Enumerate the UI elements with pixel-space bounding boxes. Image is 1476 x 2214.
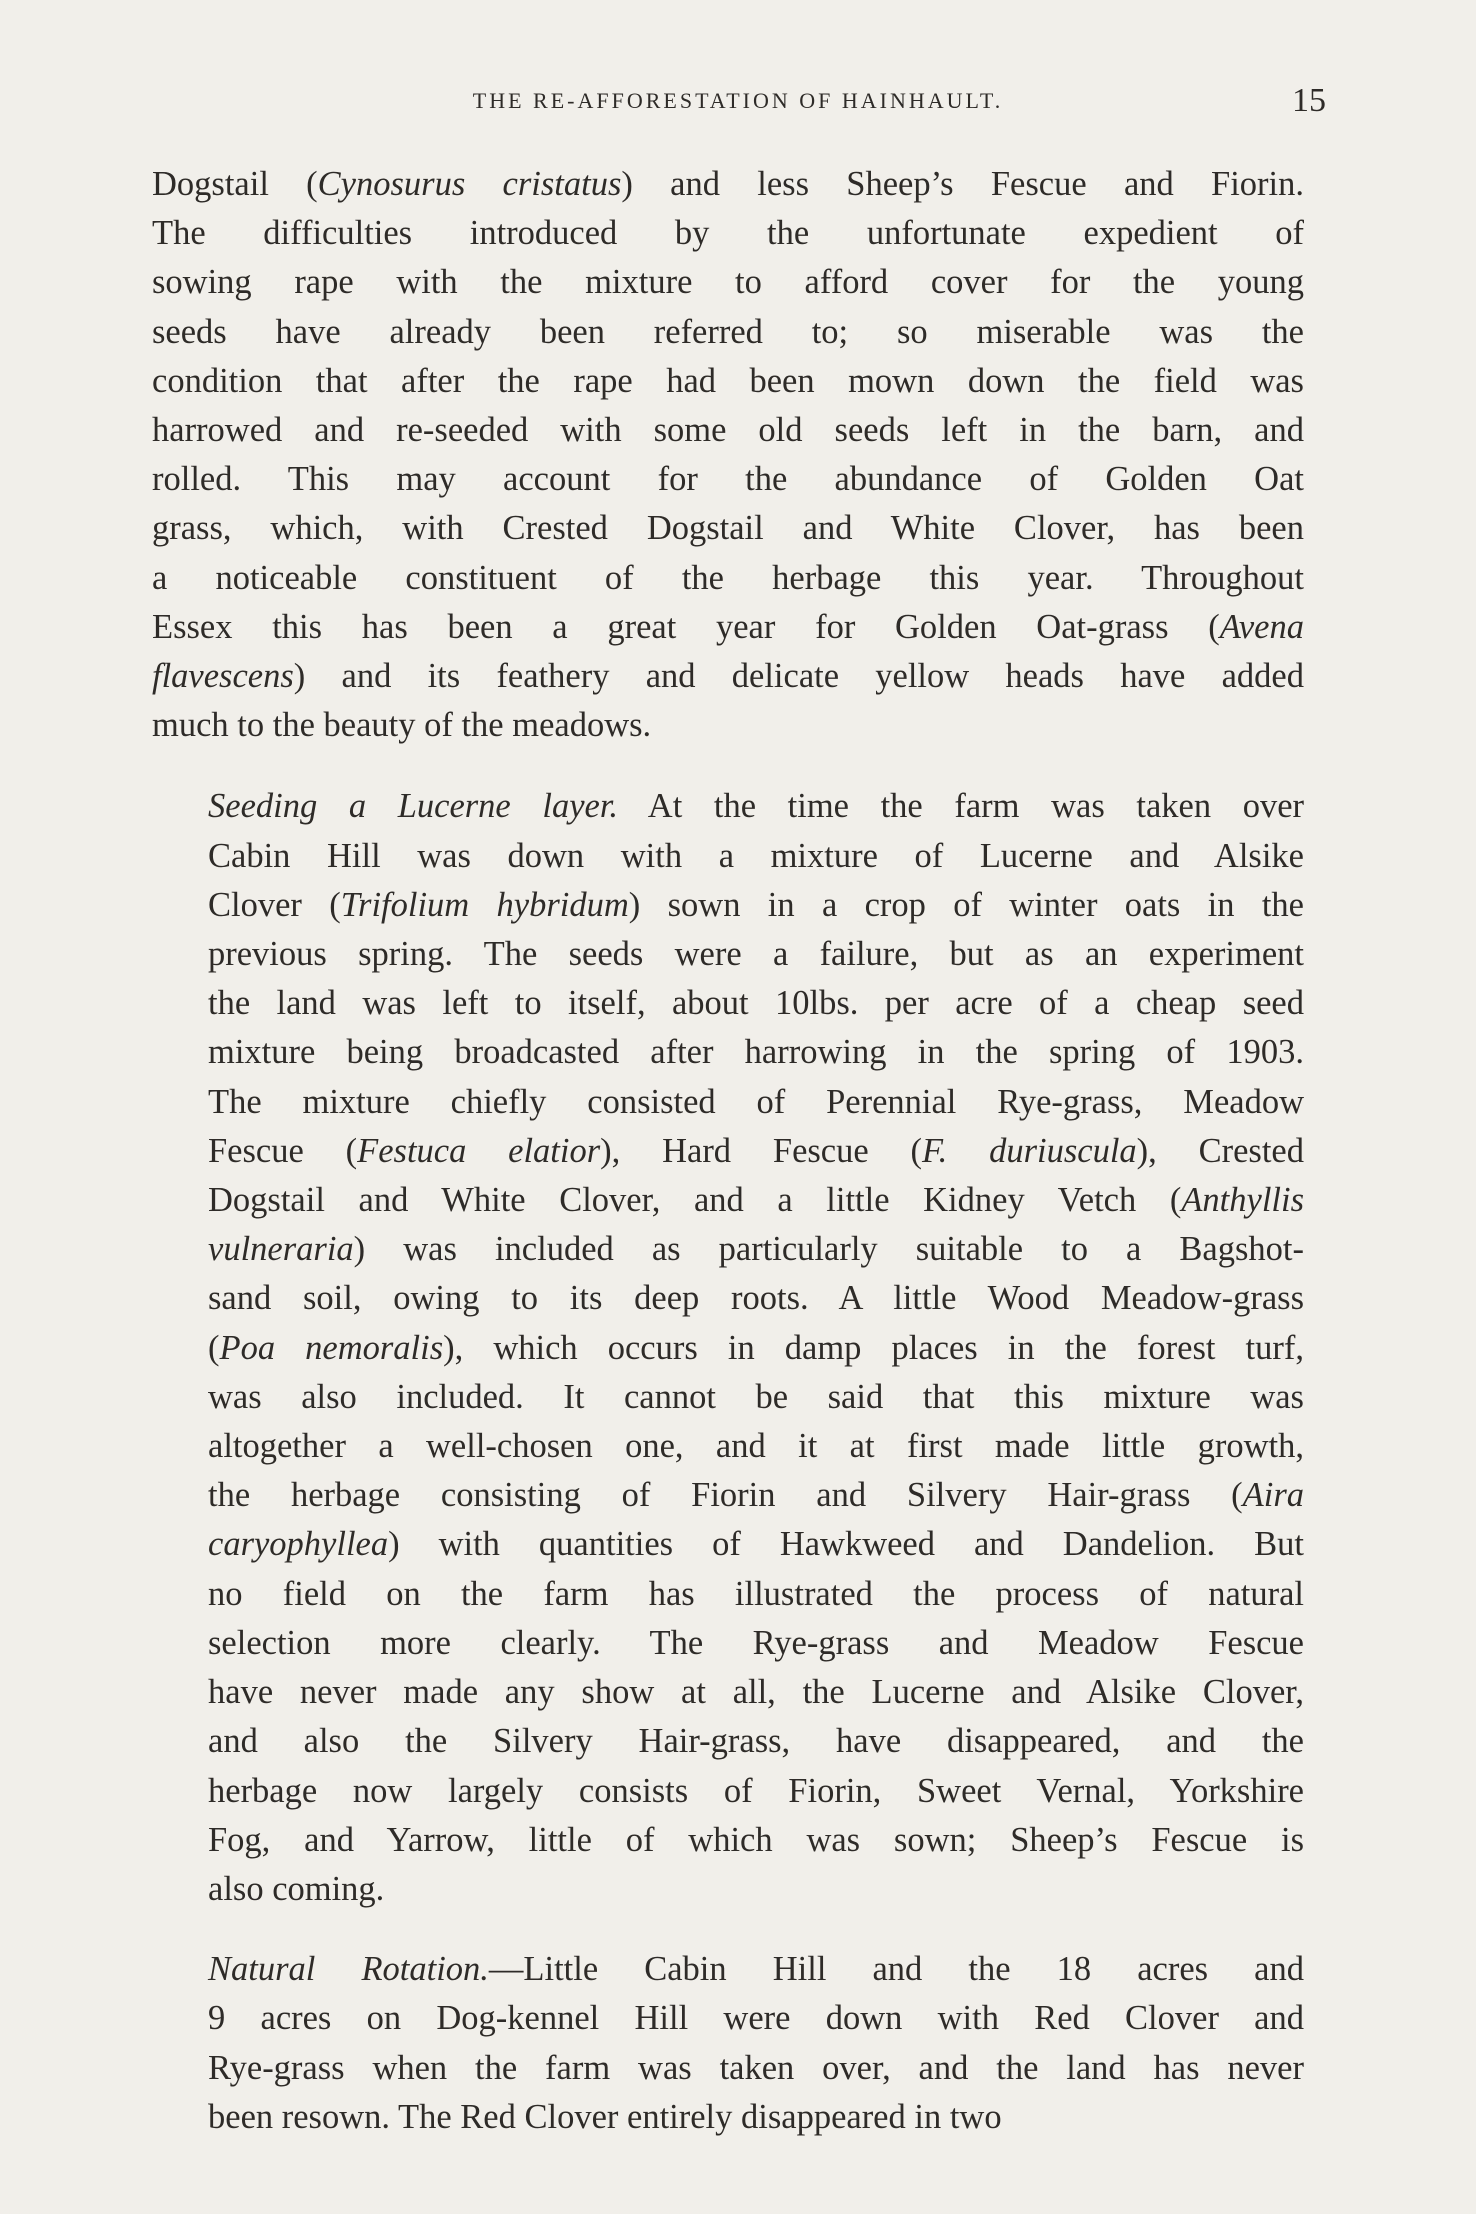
text-line (152, 1274, 1304, 1323)
text-line (152, 1127, 1304, 1176)
italic-span: Natural Rotation. (208, 1950, 489, 1989)
text-span: ) was included as particularly suitable to a Bagshot- (353, 1230, 1304, 1269)
text-line (152, 455, 1304, 504)
text-span: herbage now largely consists of Fiorin, Sweet Vernal, Yorkshire (208, 1771, 1304, 1810)
text-span: altogether a well-chosen one, and it at first made little growth, (208, 1427, 1304, 1466)
text-line (152, 1816, 1304, 1865)
text-span: condition that after the rape had been mown down the field was (152, 361, 1304, 400)
italic-span: Seeding a Lucerne layer. (208, 787, 619, 826)
page-number: 15 (1292, 82, 1326, 119)
text-line (152, 357, 1304, 406)
italic-span: Trifolium hybridum (340, 885, 629, 924)
text-span: ), Crested (1136, 1131, 1304, 1170)
text-line (152, 603, 1304, 652)
text-line (152, 2044, 1304, 2093)
text-line (152, 652, 1304, 701)
text-line (152, 406, 1304, 455)
text-line (152, 554, 1304, 603)
text-span: The mixture chiefly consisted of Perennial Rye-grass, Meadow (208, 1082, 1304, 1121)
italic-span: Poa nemoralis (219, 1328, 444, 1367)
italic-span: Avena (1219, 607, 1304, 646)
text-line (152, 1619, 1304, 1668)
text-span: have never made any show at all, the Lucerne and Alsike Clover, (208, 1673, 1304, 1712)
text-span: At the time the farm was taken over (618, 787, 1304, 826)
text-span: sowing rape with the mixture to afford cover for the young (152, 263, 1304, 302)
text-span: ) and its feathery and delicate yellow heads have added (293, 657, 1304, 696)
text-span: Essex this has been a great year for Golden Oat-grass ( (152, 607, 1220, 646)
italic-span: F. duriuscula (922, 1131, 1137, 1170)
text-span: no field on the farm has illustrated the process of natural (208, 1574, 1304, 1613)
text-span: mixture being broadcasted after harrowing in the spring of 1903. (208, 1033, 1304, 1072)
text-span: the herbage consisting of Fiorin and Silvery Hair-grass ( (208, 1476, 1243, 1515)
text-line (152, 1176, 1304, 1225)
text-line (152, 979, 1304, 1028)
text-span: ) sown in a crop of winter oats in the (628, 885, 1304, 924)
text-span: sand soil, owing to its deep roots. A little Wood Meadow-grass (208, 1279, 1304, 1318)
text-line (152, 1324, 1304, 1373)
text-span: Fescue ( (208, 1131, 358, 1170)
text-line (152, 1717, 1304, 1766)
text-span: seeds have already been referred to; so miserable was the (152, 312, 1304, 351)
text-line (152, 2093, 1304, 2142)
text-span: ) with quantities of Hawkweed and Dandelion. But (388, 1525, 1304, 1564)
text-line (152, 1028, 1304, 1077)
text-span: 9 acres on Dog-kennel Hill were down with Red Clover and (208, 1999, 1304, 2038)
text-span: ), which occurs in damp places in the forest turf, (443, 1328, 1304, 1367)
text-span: Dogstail ( (152, 165, 318, 203)
text-span: Dogstail and White Clover, and a little Kidney Vetch ( (208, 1181, 1182, 1220)
text-line (152, 930, 1304, 979)
italic-span: Anthyllis (1181, 1181, 1304, 1220)
text-span: a noticeable constituent of the herbage this year. Throughout (152, 558, 1304, 597)
text-span: grass, which, with Crested Dogstail and White Clover, has been (152, 509, 1304, 548)
text-line (152, 258, 1304, 307)
text-line (152, 881, 1304, 930)
text-span: harrowed and re-seeded with some old seeds left in the barn, and (152, 411, 1304, 450)
text-span: much to the beauty of the meadows. (152, 706, 652, 745)
text-line (152, 1373, 1304, 1422)
text-line (152, 1767, 1304, 1816)
text-line (152, 1078, 1304, 1127)
body-text (152, 160, 1304, 2142)
text-span: Cabin Hill was down with a mixture of Lucerne and Alsike (208, 836, 1304, 875)
text-span: ), Hard Fescue ( (600, 1131, 922, 1170)
paragraph-1 (152, 160, 1304, 750)
running-title: THE RE-AFFORESTATION OF HAINHAULT. (472, 88, 1004, 113)
text-line (152, 1668, 1304, 1717)
text-line (152, 1570, 1304, 1619)
italic-span: Cynosurus cristatus (317, 165, 622, 203)
text-span: previous spring. The seeds were a failure, but as an experiment (208, 935, 1304, 974)
text-line (152, 1471, 1304, 1520)
text-line (152, 782, 1304, 831)
paragraph-3 (152, 1945, 1304, 2142)
text-span: was also included. It cannot be said that this mixture was (208, 1377, 1304, 1416)
text-line (152, 160, 1304, 209)
text-span: also coming. (208, 1869, 385, 1908)
text-line (152, 1520, 1304, 1569)
italic-span: caryophyllea (208, 1525, 389, 1564)
text-span: the land was left to itself, about 10lbs. per acre of a cheap seed (208, 984, 1304, 1023)
italic-span: flavescens (152, 657, 294, 696)
text-line (152, 1422, 1304, 1471)
text-line (152, 1225, 1304, 1274)
text-line (152, 1865, 1304, 1914)
text-line (152, 832, 1304, 881)
text-line (152, 1945, 1304, 1994)
text-span: rolled. This may account for the abundance of Golden Oat (152, 460, 1304, 499)
text-span: and also the Silvery Hair-grass, have disappeared, and the (208, 1722, 1304, 1761)
italic-span: Festuca elatior (357, 1131, 601, 1170)
text-span: —Little Cabin Hill and the 18 acres and (488, 1950, 1304, 1989)
text-line (152, 308, 1304, 357)
text-line (152, 504, 1304, 553)
text-span: Clover ( (208, 885, 341, 924)
text-span: ) and less Sheep’s Fescue and Fiorin. (621, 165, 1304, 203)
running-head (150, 84, 1326, 124)
text-span: selection more clearly. The Rye-grass and Meadow Fescue (208, 1623, 1304, 1662)
text-span: ( (208, 1328, 220, 1367)
text-line (152, 1994, 1304, 2043)
italic-span: vulneraria (208, 1230, 354, 1269)
text-span: been resown. The Red Clover entirely disappeared in two (208, 2097, 1002, 2136)
text-line (152, 209, 1304, 258)
text-span: The difficulties introduced by the unfortunate expedient of (152, 214, 1304, 253)
italic-span: Aira (1242, 1476, 1304, 1515)
text-span: Fog, and Yarrow, little of which was sown; Sheep’s Fescue is (208, 1820, 1304, 1859)
paragraph-2 (152, 782, 1304, 1914)
text-line (152, 701, 1304, 750)
text-span: Rye-grass when the farm was taken over, and the land has never (208, 2048, 1304, 2087)
